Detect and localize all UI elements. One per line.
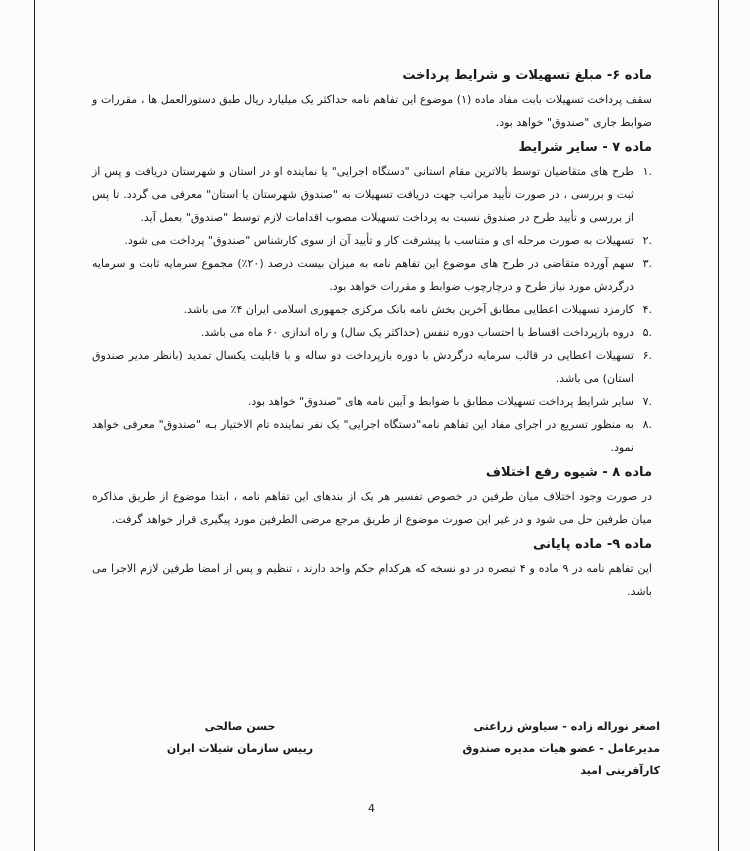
article-7-item	[92, 321, 652, 344]
item-text: کارمزد تسهیلات اعطایی مطابق آخرین بخش نامه بانک مرکزی جمهوری اسلامی ایران ۴٪ می باشد.	[183, 303, 634, 316]
signature-block	[140, 716, 660, 776]
item-text: سهم آورده متقاضی در طرح های موضوع این تفاهم نامه به میزان بیست درصد (۲۰٪) مجموع سرمایه ثابت و سرمایه درگردش مورد نیاز طرح و درچارچوب ضوابط و مقررات خواهد بود.	[92, 257, 634, 293]
article-6-heading: ماده ۶- مبلغ تسهیلات و شرایط پرداخت	[402, 68, 652, 83]
agreement-body	[92, 62, 652, 603]
item-number: ۴.	[642, 303, 652, 316]
item-number: ۱.	[642, 165, 652, 178]
item-number: ۶.	[642, 349, 652, 362]
article-7-list	[92, 160, 652, 459]
page-number: 4	[368, 802, 375, 815]
article-9-body: این تفاهم نامه در ۹ ماده و ۴ تبصره در دو نسخه که هرکدام حکم واحد دارند ، تنظیم و پس از امضا طرفین لازم الاجرا می باشد.	[92, 562, 652, 598]
item-number: ۸.	[642, 418, 652, 431]
article-7-item	[92, 252, 652, 298]
article-7-heading: ماده ۷ - سایر شرایط	[518, 140, 652, 155]
signatory-names: اصغر نوراله زاده - سیاوش زراعتی	[473, 720, 660, 733]
signature-left	[140, 716, 340, 760]
article-7-item	[92, 413, 652, 459]
signatory-title: رییس سازمان شیلات ایران	[166, 742, 314, 755]
article-7-item	[92, 390, 652, 413]
article-7-item	[92, 344, 652, 390]
item-number: ۲.	[642, 234, 652, 247]
item-text: سایر شرایط پرداخت تسهیلات مطابق با ضوابط و آیین نامه های "صندوق" خواهد بود.	[247, 395, 634, 408]
article-8-heading: ماده ۸ - شیوه رفع اختلاف	[485, 465, 652, 480]
signatory-name: حسن صالحی	[204, 720, 276, 733]
article-6-body: سقف پرداخت تسهیلات بابت مفاد ماده (۱) موضوع این تفاهم نامه حداکثر یک میلیارد ریال طبق دستورالعمل ها ، مقررات و ضوابط جاری "صندوق" خواهد بود.	[92, 93, 652, 129]
item-text: دروه بازپرداخت اقساط با احتساب دوره تنفس (حداکثر یک سال) و راه اندازی ۶۰ ماه می باشد.	[200, 326, 634, 339]
item-number: ۳.	[642, 257, 652, 270]
item-text: تسهیلات اعطایی در قالب سرمایه درگردش با دوره بازپرداخت دو ساله و با قابلیت یکسال تمدید (بانظر مدیر صندوق استان) می باشد.	[92, 349, 634, 385]
item-text: تسهیلات به صورت مرحله ای و متناسب با پیشرفت کار و تأیید آن از سوی کارشناس "صندوق" پرداخت می شود.	[124, 234, 634, 247]
signatory-title: مدیرعامل - عضو هیات مدیره صندوق کارآفرینی امید	[462, 742, 660, 777]
article-9-heading: ماده ۹- ماده پایانی	[532, 537, 652, 552]
item-text: طرح های متقاضیان توسط بالاترین مقام استانی "دستگاه اجرایی" یا نماینده او در استان و شهرستان دریافت و پس از ثبت و بررسی ، در صورت تأیید مراتب جهت دریافت تسهیلات به "صندوق شهرستان یا استان" معرفی می گردد. تا پس از بررسی و تأیید طرح در صندوق نسبت به پرداخت تسهیلات مصوب اقدامات لازم توسط "صندوق" بعمل آید.	[92, 165, 634, 224]
item-text: به منظور تسریع در اجرای مفاد این تفاهم نامه"دستگاه اجرایی" یک نفر نماینده تام الاختیار بـه "صندوق" معرفی خواهد نمود.	[92, 418, 634, 454]
item-number: ۷.	[642, 395, 652, 408]
item-number: ۵.	[642, 326, 652, 339]
article-7-item	[92, 160, 652, 229]
signature-right	[415, 716, 660, 782]
article-7-item	[92, 298, 652, 321]
article-7-item	[92, 229, 652, 252]
article-8-body: در صورت وجود اختلاف میان طرفین در خصوص تفسیر هر یک از بندهای این تفاهم نامه ، ابتدا موضوع از طریق مذاکره میان طرفین حل می شود و در غیر این صورت موضوع از طریق مرجع مرضی الطرفین مورد پیگیری قرار خواهد گرفت.	[92, 490, 652, 526]
